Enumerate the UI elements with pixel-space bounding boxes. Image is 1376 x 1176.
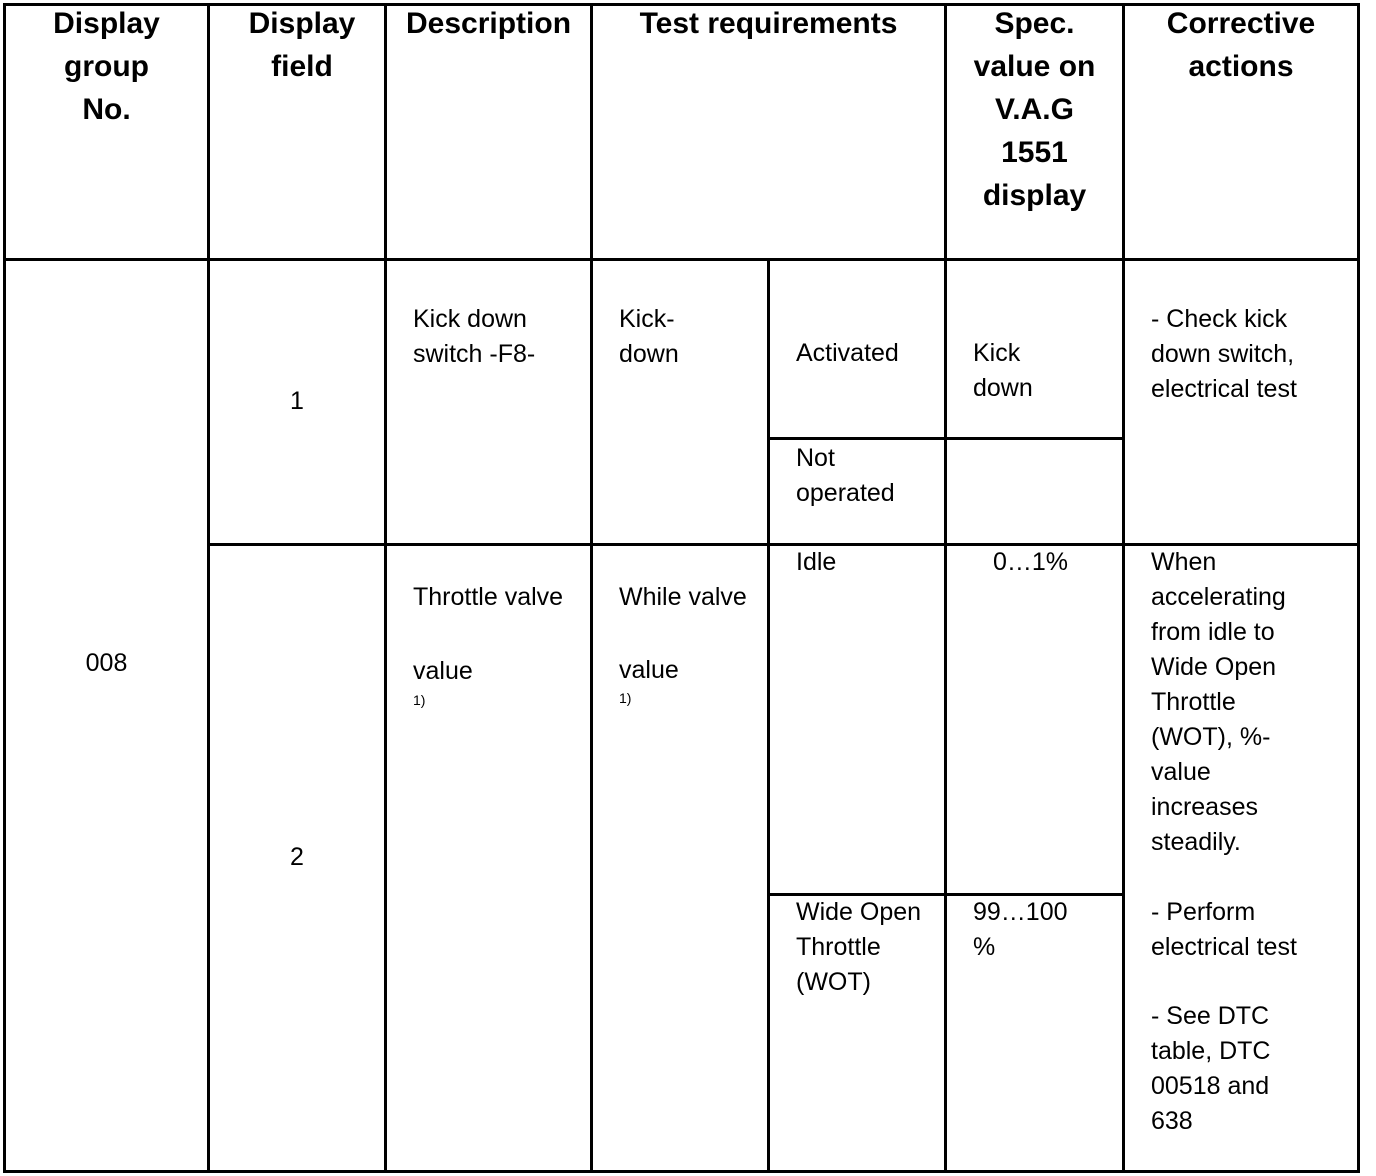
- field2-corrective-electrical: - Perform electrical test: [1151, 898, 1297, 961]
- field2-description-line1: Throttle valve: [413, 583, 564, 611]
- field1-condition-not-operated: Not operated: [796, 444, 895, 507]
- field2-description-line2: value: [413, 657, 473, 685]
- border-left: [3, 3, 6, 1173]
- header-spec-value: Spec. value on V.A.G 1551 display: [973, 7, 1096, 212]
- field2-description-footnote: 1): [413, 692, 426, 708]
- col-divider-2: [384, 3, 387, 1173]
- col-divider-1: [207, 3, 210, 1173]
- header-corrective-actions: Corrective actions: [1166, 7, 1316, 83]
- field2-condition-idle: Idle: [796, 548, 837, 576]
- field2-number: 2: [290, 843, 304, 871]
- field1-condition-activated: Activated: [796, 339, 899, 367]
- header-display-field: Display field: [248, 7, 356, 83]
- header-description: Description: [405, 7, 572, 40]
- field2-corrective-main: When accelerating from idle to Wide Open Throttle (WOT), %- value increases steadily.: [1151, 548, 1286, 856]
- header-test-requirements: Test requirements: [639, 7, 898, 40]
- field2-spec-idle: 0…1%: [993, 548, 1069, 576]
- display-group-number: 008: [85, 649, 128, 677]
- header-display-group-no: Display group No.: [53, 7, 160, 126]
- col-divider-3: [590, 3, 593, 1173]
- col-divider-4: [767, 258, 770, 1173]
- field1-corrective-action: - Check kick down switch, electrical test: [1151, 305, 1297, 403]
- field2-requirement-footnote: 1): [619, 690, 632, 706]
- field2-requirement-line1: While valve: [619, 583, 747, 611]
- field2-corrective-dtc: - See DTC table, DTC 00518 and 638: [1151, 1002, 1271, 1135]
- field2-spec-wot: 99…100 %: [973, 898, 1068, 961]
- border-right: [1357, 3, 1360, 1173]
- field2-requirement-line2: value: [619, 656, 679, 684]
- field1-requirement: Kick- down: [619, 305, 679, 368]
- field1-spec-activated: Kick down: [973, 339, 1033, 402]
- field1-number: 1: [290, 387, 304, 415]
- field2-requirement: [619, 545, 747, 725]
- field1-description: Kick down switch -F8-: [413, 305, 536, 368]
- field2-description: [413, 545, 563, 727]
- field2-condition-wot: Wide Open Throttle (WOT): [796, 898, 922, 996]
- col-divider-6: [1122, 3, 1125, 1173]
